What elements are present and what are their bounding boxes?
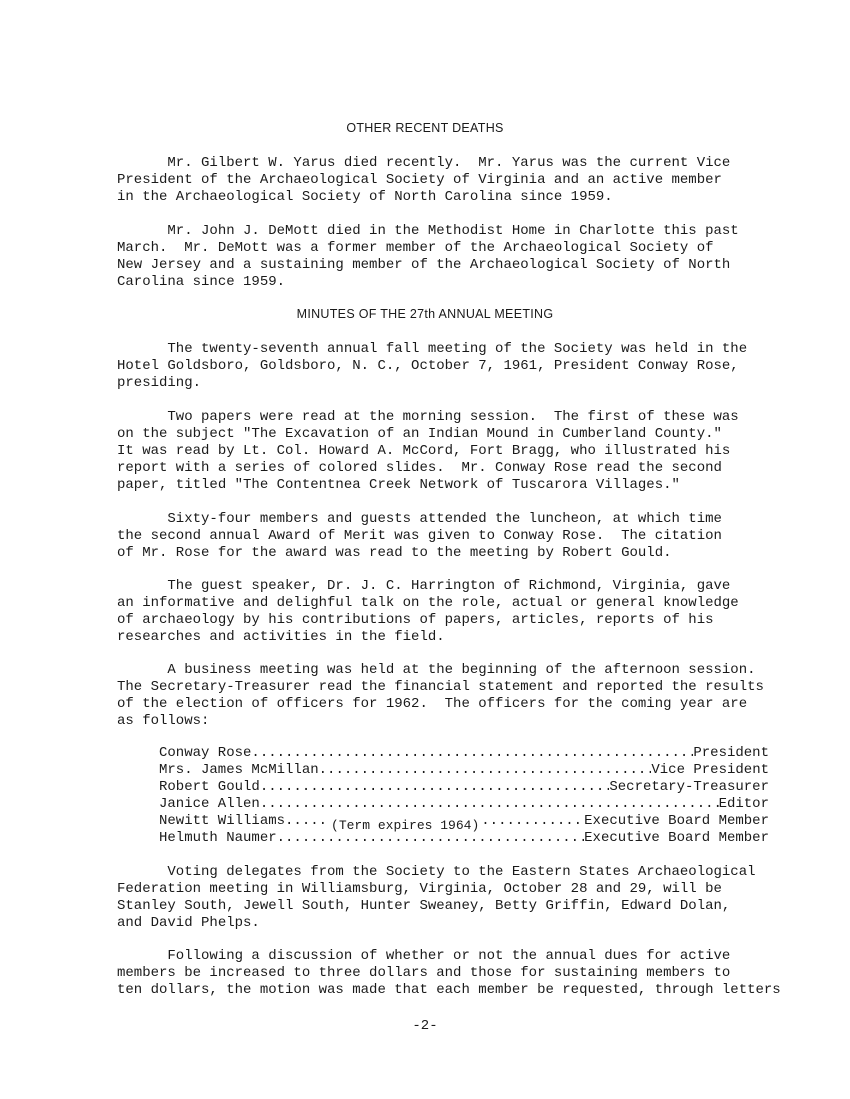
morning-session-paragraph: Two papers were read at the morning session. The first of these was on the subject "The Excavation of an Indian Mound in Cumberland County." It was read by Lt. Col. Howard A. McCord, Fort Bragg, who illustrated his report with a series of colored slides. Mr. Conway Rose read the second paper, titled "The Contentnea Creek Network of Tuscarora Villages." xyxy=(117,409,739,493)
guest-speaker-paragraph: The guest speaker, Dr. J. C. Harrington of Richmond, Virginia, gave an informative and delighful talk on the role, actual or general knowledge of archaeology by his contributions of papers, articles, reports of his researches and activities in the field. xyxy=(117,578,739,645)
officer-name: Mrs. James McMillan xyxy=(159,762,319,778)
other-recent-deaths-heading: OTHER RECENT DEATHS xyxy=(346,121,504,135)
officer-title: President xyxy=(693,745,769,761)
leader-dots xyxy=(481,813,584,830)
business-meeting-paragraph: A business meeting was held at the beginning of the afternoon session. The Secretary-Treasurer read the financial statement and reported the results of the election of officers for 1962. The officers for the coming year are as follows: xyxy=(117,662,764,729)
officer-title: Secretary-Treasurer xyxy=(609,779,769,795)
term-note: (Term expires 1964) xyxy=(331,818,480,833)
officer-row xyxy=(159,796,769,813)
leader-dots xyxy=(285,813,329,830)
leader-dots xyxy=(260,796,719,813)
officer-row xyxy=(159,779,769,796)
officer-title: Executive Board Member xyxy=(584,830,769,846)
officer-name: Robert Gould xyxy=(159,779,260,795)
luncheon-paragraph: Sixty-four members and guests attended the luncheon, at which time the second annual Award of Merit was given to Conway Rose. The citation of Mr. Rose for the award was read to the meeting by Robert Gould. xyxy=(117,511,722,561)
meeting-location-paragraph: The twenty-seventh annual fall meeting of the Society was held in the Hotel Goldsboro, Goldsboro, N. C., October 7, 1961, President Conway Rose, presiding. xyxy=(117,341,748,391)
voting-delegates-paragraph: Voting delegates from the Society to the Eastern States Archaeological Federation meeting in Williamsburg, Virginia, October 28 and 29, will be Stanley South, Jewell South, Hunter Sweaney, Betty Griffin, Edward Dolan, and David Phelps. xyxy=(117,864,756,931)
officer-title: Vice President xyxy=(651,762,769,778)
yarus-paragraph: Mr. Gilbert W. Yarus died recently. Mr. Yarus was the current Vice President of the Archaeological Society of Virginia and an active member in the Archaeological Society of North Carolina since 1959. xyxy=(117,155,731,205)
officer-row xyxy=(159,813,769,833)
leader-dots xyxy=(251,745,693,762)
officer-title: Editor xyxy=(718,796,769,812)
annual-dues-paragraph: Following a discussion of whether or not the annual dues for active members be increased to three dollars and those for sustaining members to ten dollars, the motion was made that each member be requested, through letters xyxy=(117,948,781,998)
demott-paragraph: Mr. John J. DeMott died in the Methodist Home in Charlotte this past March. Mr. DeMott was a former member of the Archaeological Society of New Jersey and a sustaining member of the Archaeological Society of North Carolina since 1959. xyxy=(117,223,739,290)
leader-dots xyxy=(319,762,652,779)
officer-name: Janice Allen xyxy=(159,796,260,812)
officer-name: Helmuth Naumer xyxy=(159,830,277,846)
page-number: -2- xyxy=(412,1018,438,1034)
officer-row xyxy=(159,762,769,779)
officer-name: Newitt Williams xyxy=(159,813,286,829)
annual-meeting-heading: MINUTES OF THE 27th ANNUAL MEETING xyxy=(296,307,554,321)
officers-list xyxy=(159,745,769,847)
officer-title: Executive Board Member xyxy=(584,813,769,829)
officer-row xyxy=(159,745,769,762)
leader-dots xyxy=(260,779,610,796)
officer-name: Conway Rose xyxy=(159,745,252,761)
